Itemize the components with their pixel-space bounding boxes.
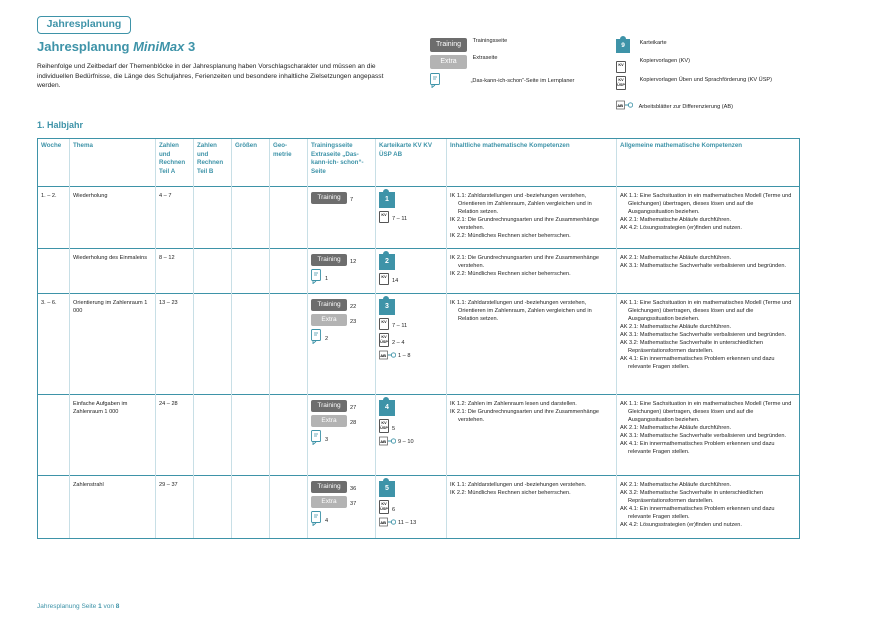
legend-ab: AB Arbeitsblätter zur Differenzierung (AB) — [616, 100, 733, 113]
cell-allgemein: AK 2.1: Mathematische Abläufe durchführen. AK 3.2: Mathematische Sachverhalte in unterschiedlichen Repräsentationsformen darstellen. AK 4.1: Ein innermathematisches Problem erkennen und dazu relevante Fragen stellen. AK 4.2: Lösungsstrategien (er)finden und nutzen. — [617, 476, 800, 539]
dkc-icon — [311, 329, 322, 343]
dkc-icon — [430, 73, 441, 87]
kv-usp-icon: KV ÜSP — [379, 419, 389, 433]
cell-inhaltlich: IK 2.1: Die Grundrechnungsarten und ihre Zusammenhänge verstehen. IK 2.2: Mündliches Rechnen sicher beherrschen. — [447, 249, 617, 294]
cell-zahlen-b — [194, 187, 232, 249]
cell-karteikarte: 1 KV 7 – 11 — [376, 187, 447, 249]
cell-thema: Orientierung im Zahlenraum 1 000 — [70, 294, 156, 395]
header-zahlen-a: Zahlen und Rechnen Teil A — [156, 139, 194, 187]
cell-geometrie — [270, 476, 308, 539]
header-thema: Thema — [70, 139, 156, 187]
table-row — [38, 476, 800, 539]
kv-icon: KV — [379, 273, 389, 285]
cell-woche — [38, 476, 70, 539]
cell-karteikarte: 4 KV ÜSP 5 AB 9 – 10 — [376, 395, 447, 476]
cell-allgemein: AK 2.1: Mathematische Abläufe durchführen. AK 3.1: Mathematische Sachverhalte verbalisieren und begründen. — [617, 249, 800, 294]
ab-arrow-icon — [379, 436, 395, 446]
karteikarte-puzzle-icon: 1 — [379, 192, 395, 208]
cell-training: Training 12 1 — [308, 249, 376, 294]
page-footer: Jahresplanung Seite 1 von 8 — [37, 603, 120, 610]
training-pill-icon: Training — [430, 38, 467, 52]
legend-extra: Extra Extraseite — [430, 55, 497, 69]
cell-training: Training 7 — [308, 187, 376, 249]
cell-zahlen-b — [194, 294, 232, 395]
header-inhaltlich: Inhaltliche mathematische Kompetenzen — [447, 139, 617, 187]
cell-woche — [38, 249, 70, 294]
karteikarte-puzzle-icon: 5 — [379, 481, 395, 497]
cell-zahlen-a: 29 – 37 — [156, 476, 194, 539]
cell-groessen — [232, 476, 270, 539]
cell-thema: Wiederholung des Einmaleins — [70, 249, 156, 294]
cell-training: Training 22 Extra 23 2 — [308, 294, 376, 395]
cell-groessen — [232, 187, 270, 249]
cell-allgemein: AK 1.1: Eine Sachsituation in ein mathematisches Modell (Terme und Gleichungen) übertragen, dieses lösen und auf die Ausgangssituation beziehen. AK 2.1: Mathematische Abläufe durchführen. AK 4.2: Lösungsstrategien (er)finden und nutzen. — [617, 187, 800, 249]
dkc-icon — [311, 430, 322, 444]
cell-training: Training 27 Extra 28 3 — [308, 395, 376, 476]
document-badge: Jahresplanung — [37, 16, 131, 34]
kv-icon: KV — [379, 318, 389, 330]
table-header-row — [38, 139, 800, 187]
cell-woche: 3. – 6. — [38, 294, 70, 395]
cell-zahlen-b — [194, 395, 232, 476]
cell-allgemein: AK 1.1: Eine Sachsituation in ein mathematisches Modell (Terme und Gleichungen) übertragen, dieses lösen und auf die Ausgangssituation beziehen. AK 2.1: Mathematische Abläufe durchführen. AK 3.1: Mathematische Sachverhalte verbalisieren und begründen. AK 3.2: Mathematische Sachverhalte in unterschiedlichen Repräsentationsformen darstellen. AK 4.1: Ein innermathematisches Problem erkennen und dazu relevante Fragen stellen. — [617, 294, 800, 395]
legend-dkc: „Das-kann-ich-schon“-Seite im Lernplaner — [430, 73, 574, 90]
training-pill-icon: Training — [311, 481, 347, 493]
header-zahlen-b: Zahlen und Rechnen Teil B — [194, 139, 232, 187]
cell-inhaltlich: IK 1.1: Zahldarstellungen und -beziehungen verstehen, Orientieren im Zahlenraum, Zahlen vergleichen und in Relation setzen. IK 2.1: Die Grundrechnungsarten und ihre Zusammenhänge verstehen. IK 2.2: Mündliches Rechnen sicher beherrschen. — [447, 187, 617, 249]
cell-inhaltlich: IK 1.2: Zahlen im Zahlenraum lesen und darstellen. IK 2.1: Die Grundrechnungsarten und ihre Zusammenhänge verstehen. — [447, 395, 617, 476]
cell-geometrie — [270, 249, 308, 294]
kv-usp-icon: KV ÜSP — [379, 500, 389, 514]
legend-kv: KV Kopiervorlagen (KV) — [616, 58, 690, 73]
karteikarte-puzzle-icon: 2 — [379, 254, 395, 270]
cell-zahlen-a: 4 – 7 — [156, 187, 194, 249]
ab-arrow-icon — [379, 350, 395, 360]
intro-text: Reihenfolge und Zeitbedarf der Themenblöcke in der Jahresplanung haben Vorschlagscharakter und müssen an die individuellen Bedürfnisse, die Länge des Schuljahres, Ferienzeiten und besondere inhaltliche Zielsetzungen angepasst werden. — [37, 63, 384, 89]
cell-geometrie — [270, 187, 308, 249]
cell-groessen — [232, 249, 270, 294]
kv-usp-icon: KV ÜSP — [616, 76, 626, 90]
cell-inhaltlich: IK 1.1: Zahldarstellungen und -beziehungen verstehen. IK 2.2: Mündliches Rechnen sicher beherrschen. — [447, 476, 617, 539]
section-title: 1. Halbjahr — [37, 120, 84, 130]
cell-zahlen-a: 8 – 12 — [156, 249, 194, 294]
cell-woche — [38, 395, 70, 476]
cell-zahlen-b — [194, 249, 232, 294]
dkc-icon — [311, 511, 322, 525]
svg-text:AB: AB — [617, 102, 623, 108]
training-pill-icon: Training — [311, 254, 347, 266]
header-allgemein: Allgemeine mathematische Kompetenzen — [617, 139, 800, 187]
ab-arrow-icon — [616, 100, 632, 110]
header-geometrie: Geo- metrie — [270, 139, 308, 187]
karteikarte-puzzle-icon: 3 — [379, 299, 395, 315]
table-row — [38, 249, 800, 294]
cell-zahlen-a: 13 – 23 — [156, 294, 194, 395]
legend-karteikarte: 9 Karteikarte — [616, 39, 667, 53]
cell-inhaltlich: IK 1.1: Zahldarstellungen und -beziehungen verstehen, Orientieren im Zahlenraum, Zahlen vergleichen und in Relation setzen. — [447, 294, 617, 395]
cell-thema: Einfache Aufgaben im Zahlenraum 1 000 — [70, 395, 156, 476]
year-plan-table — [37, 138, 800, 539]
cell-groessen — [232, 294, 270, 395]
training-pill-icon: Training — [311, 192, 347, 204]
extra-pill-icon: Extra — [311, 415, 347, 427]
cell-thema: Wiederholung — [70, 187, 156, 249]
legend-training: Training Trainingsseite — [430, 38, 507, 52]
cell-karteikarte: 3 KV 7 – 11 KV ÜSP 2 – 4 AB 1 – 8 — [376, 294, 447, 395]
extra-pill-icon: Extra — [311, 496, 347, 508]
kv-icon: KV — [616, 61, 626, 73]
cell-karteikarte: 2 KV 14 — [376, 249, 447, 294]
table-row — [38, 395, 800, 476]
svg-text:AB: AB — [380, 438, 386, 444]
cell-thema: Zahlenstrahl — [70, 476, 156, 539]
cell-geometrie — [270, 395, 308, 476]
header-groessen: Größen — [232, 139, 270, 187]
header-woche: Woche — [38, 139, 70, 187]
header-karteikarte: Karteikarte KV KV ÜSP AB — [376, 139, 447, 187]
training-pill-icon: Training — [311, 299, 347, 311]
cell-zahlen-b — [194, 476, 232, 539]
dkc-icon — [311, 269, 322, 283]
cell-groessen — [232, 395, 270, 476]
ab-arrow-icon — [379, 517, 395, 527]
table-row — [38, 294, 800, 395]
cell-karteikarte: 5 KV ÜSP 6 AB 11 – 13 — [376, 476, 447, 539]
extra-pill-icon: Extra — [430, 55, 467, 69]
cell-geometrie — [270, 294, 308, 395]
legend-kv-usp: KV ÜSP Kopiervorlagen Üben und Sprachförderung (KV ÜSP) — [616, 76, 772, 90]
extra-pill-icon: Extra — [311, 314, 347, 326]
svg-text:AB: AB — [380, 352, 386, 358]
kv-icon: KV — [379, 211, 389, 223]
kv-usp-icon: KV ÜSP — [379, 333, 389, 347]
header-training: Trainingsseite Extraseite „Das-kann-ich- schon“-Seite — [308, 139, 376, 187]
table-row — [38, 187, 800, 249]
cell-woche: 1. – 2. — [38, 187, 70, 249]
page-title: Jahresplanung MiniMax 3 — [37, 39, 196, 54]
karteikarte-puzzle-icon: 9 — [616, 39, 630, 53]
cell-training: Training 36 Extra 37 4 — [308, 476, 376, 539]
svg-text:AB: AB — [380, 519, 386, 525]
training-pill-icon: Training — [311, 400, 347, 412]
cell-zahlen-a: 24 – 28 — [156, 395, 194, 476]
cell-allgemein: AK 1.1: Eine Sachsituation in ein mathematisches Modell (Terme und Gleichungen) übertragen, dieses lösen und auf die Ausgangssituation beziehen. AK 2.1: Mathematische Abläufe durchführen. AK 3.1: Mathematische Sachverhalte verbalisieren und begründen. AK 4.1: Ein innermathematisches Problem erkennen und dazu relevante Fragen stellen. — [617, 395, 800, 476]
karteikarte-puzzle-icon: 4 — [379, 400, 395, 416]
